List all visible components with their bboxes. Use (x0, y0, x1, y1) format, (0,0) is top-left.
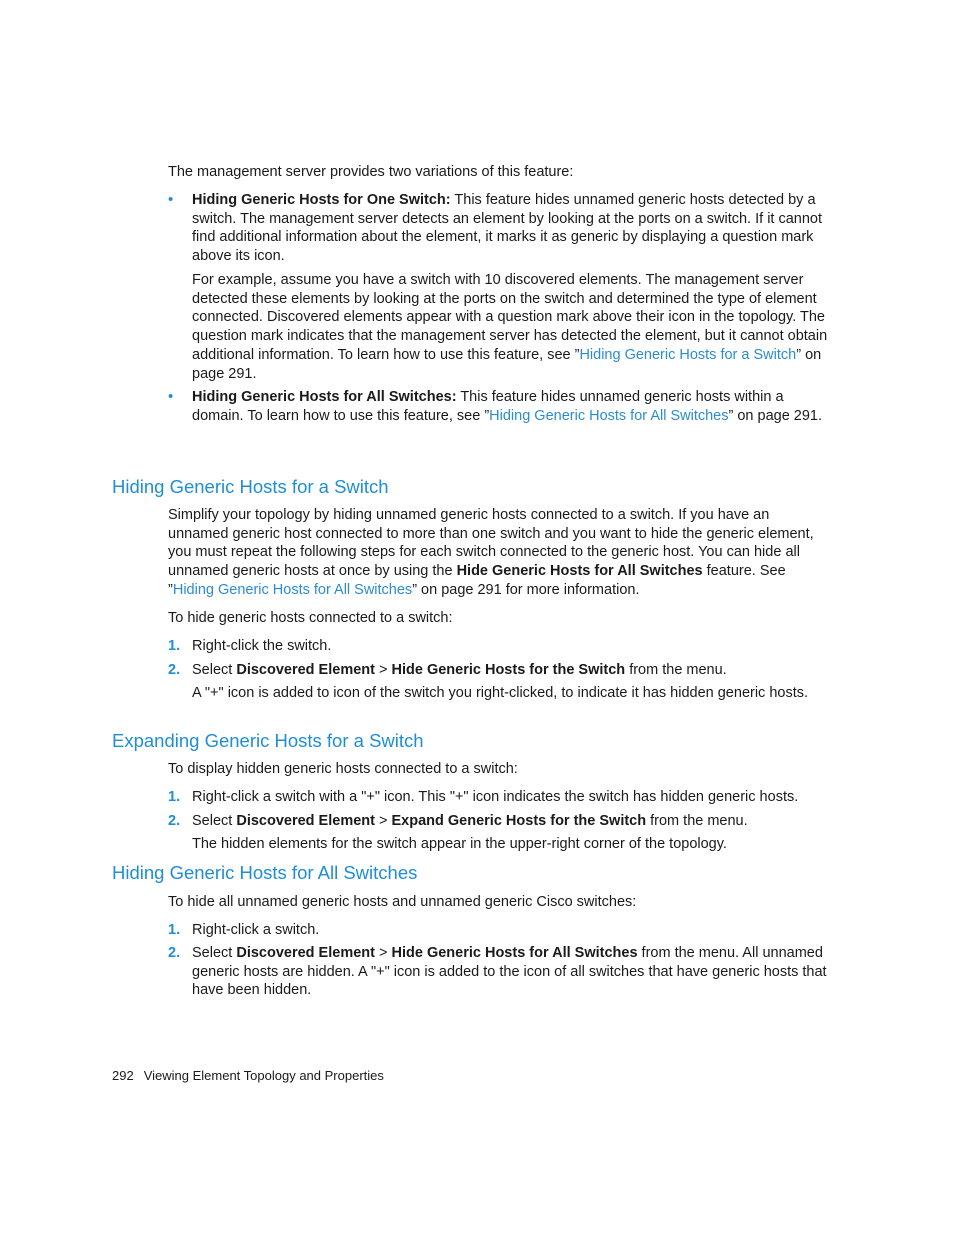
link-hiding-generic-hosts-all[interactable]: Hiding Generic Hosts for All Switches (489, 407, 729, 424)
step-text: Select Discovered Element > Hide Generic Hosts for the Switch from the menu. (192, 662, 727, 678)
step-number: 1. (168, 922, 181, 938)
step-number: 1. (168, 789, 181, 805)
step-note: A "+" icon is added to icon of the switch you right-clicked, to indicate it has hidden generic hosts. (192, 685, 809, 701)
step-number: 1. (168, 638, 181, 654)
step-text: Right-click the switch. (192, 638, 332, 654)
procedure-intro: To hide generic hosts connected to a switch: (168, 610, 453, 626)
chapter-title: Viewing Element Topology and Properties (143, 1068, 384, 1083)
bullet-example: For example, assume you have a switch with 10 discovered elements. The management server detected these elements by looking at the ports on the switch and determined the type of element connected. Discovered elements appear with a question mark above their icon in the topology. The question mark indicates that the management server has detected the element, but it cannot obtain additional information. To learn how to use this feature, see ”Hiding Generic Hosts for a Switch” on page 291. (192, 272, 828, 382)
bullet-all-switches: Hiding Generic Hosts for All Switches: This feature hides unnamed generic hosts within a domain. To learn how to use this feature, see ”Hiding Generic Hosts for All Switches” on page 291. (192, 389, 823, 424)
step-text: Select Discovered Element > Hide Generic Hosts for All Switches from the menu. All unnamed generic hosts are hidden. A "+" icon is added to the icon of all switches that have generic hosts that have been hidden. (192, 945, 827, 999)
section-paragraph: Simplify your topology by hiding unnamed generic hosts connected to a switch. If you have an unnamed generic host connected to more than one switch and you want to hide the generic element, you must repeat the following steps for each switch connected to the generic host. You can hide all unnamed generic hosts at once by using the Hide Generic Hosts for All Switches feature. See ”Hiding Generic Hosts for All Switches” on page 291 for more information. (168, 507, 814, 598)
step-text: Right-click a switch with a "+" icon. This "+" icon indicates the switch has hidden generic hosts. (192, 789, 799, 805)
section-heading-hiding-switch: Hiding Generic Hosts for a Switch (112, 476, 389, 497)
step-note: The hidden elements for the switch appear in the upper-right corner of the topology. (192, 836, 727, 852)
bullet-one-switch: Hiding Generic Hosts for One Switch: This feature hides unnamed generic hosts detected by a switch. The management server detects an element by looking at the ports on a switch. If it cannot find additional information about the element, it marks it as generic by displaying a question mark above its icon. (192, 192, 823, 265)
step-text: Select Discovered Element > Expand Generic Hosts for the Switch from the menu. (192, 813, 748, 829)
section-heading-hiding-all: Hiding Generic Hosts for All Switches (112, 862, 418, 883)
page-number: 292 (112, 1068, 134, 1083)
step-number: 2. (168, 813, 181, 829)
bullet-marker: • (168, 388, 174, 405)
step-text: Right-click a switch. (192, 922, 320, 938)
procedure-intro: To display hidden generic hosts connected to a switch: (168, 761, 518, 777)
step-number: 2. (168, 945, 181, 961)
link-hiding-generic-hosts-all[interactable]: Hiding Generic Hosts for All Switches (172, 581, 413, 598)
section-heading-expanding-switch: Expanding Generic Hosts for a Switch (112, 730, 424, 751)
bullet-term: Hiding Generic Hosts for All Switches: (192, 389, 457, 405)
procedure-intro: To hide all unnamed generic hosts and unnamed generic Cisco switches: (168, 894, 637, 910)
step-number: 2. (168, 662, 181, 678)
bullet-marker: • (168, 191, 174, 208)
intro-text: The management server provides two variations of this feature: (168, 164, 574, 180)
page-footer (112, 1067, 384, 1085)
bullet-term: Hiding Generic Hosts for One Switch: (192, 192, 451, 208)
link-hiding-generic-hosts-switch[interactable]: Hiding Generic Hosts for a Switch (579, 346, 797, 363)
